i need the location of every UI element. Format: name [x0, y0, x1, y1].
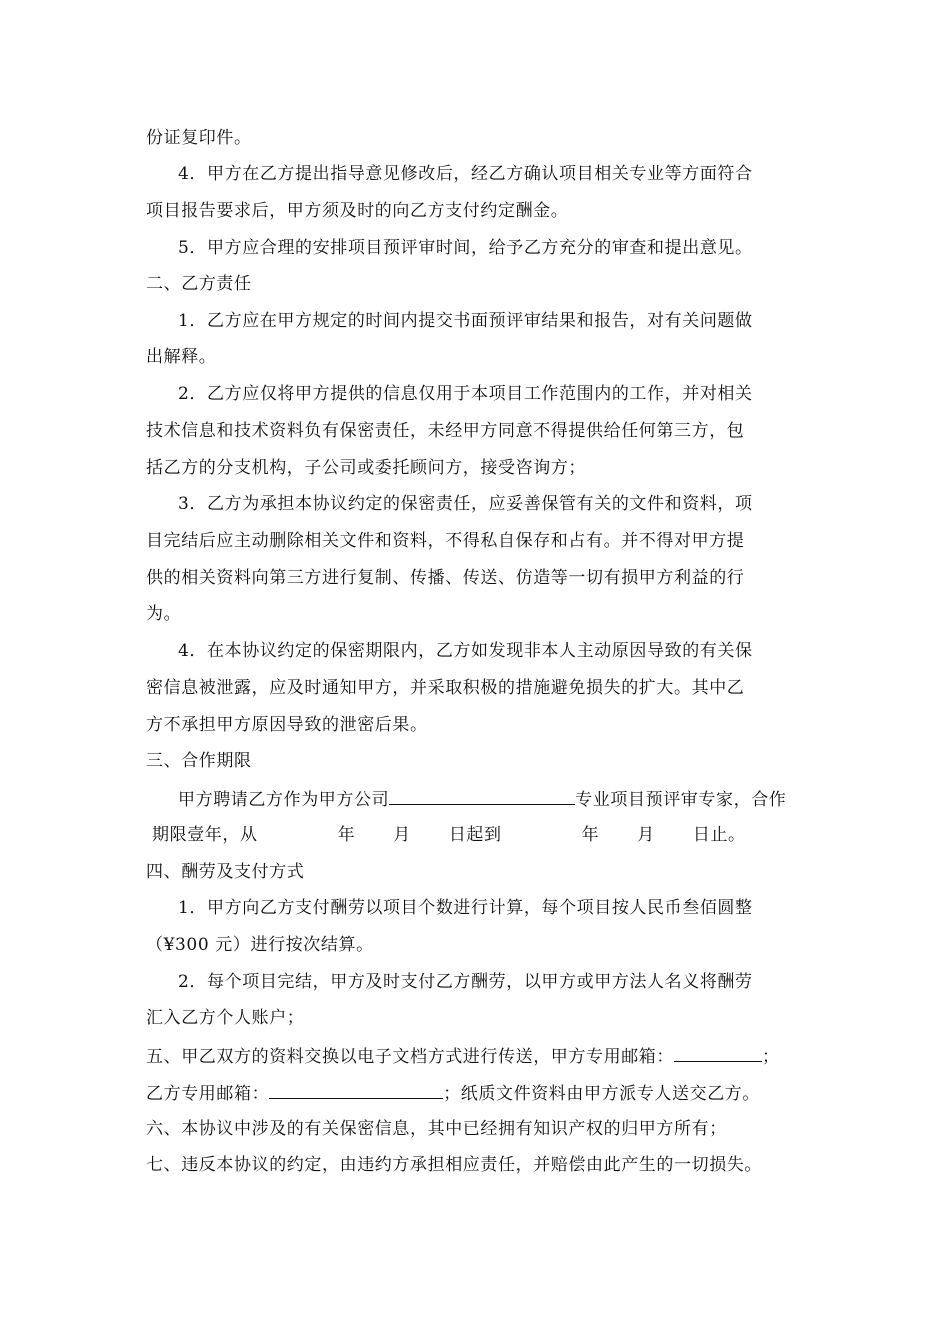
period-text-start: 甲方聘请乙方作为甲方公司: [178, 790, 390, 810]
text-line: 出解释。: [146, 347, 217, 367]
party-b-email-blank[interactable]: [269, 1080, 443, 1099]
end-day-label: 日止。: [692, 825, 746, 845]
party-a-email-blank[interactable]: [674, 1043, 762, 1062]
clause-seven: 七、违反本协议的约定，由违约方承担相应责任，并赔偿由此产生的一切损失。: [146, 1155, 762, 1175]
end-month-label: 月: [637, 825, 655, 845]
text-line: 1．乙方应在甲方规定的时间内提交书面预评审结果和报告，对有关问题做: [178, 311, 753, 331]
company-blank-field[interactable]: [389, 786, 575, 805]
text-line: 5．甲方应合理的安排项目预评审时间，给予乙方充分的审查和提出意见。: [178, 238, 753, 258]
section-heading: 四、酬劳及支付方式: [146, 862, 305, 882]
text-line: 2．乙方应仅将甲方提供的信息仅用于本项目工作范围内的工作，并对相关: [178, 384, 753, 404]
start-day-label: 日起到: [448, 825, 502, 845]
section-heading: 三、合作期限: [146, 751, 252, 771]
start-year-label: 年: [337, 825, 356, 845]
clause-six: 六、本协议中涉及的有关保密信息，其中已经拥有知识产权的归甲方所有；: [146, 1119, 727, 1139]
email-text-a-end: ；: [762, 1047, 780, 1067]
text-line: 份证复印件。: [146, 128, 252, 148]
text-line: 目完结后应主动删除相关文件和资料，不得私自保存和占有。并不得对甲方提: [146, 531, 745, 551]
period-text-end: 专业项目预评审专家，合作: [575, 790, 787, 810]
text-line: 项目报告要求后，甲方须及时的向乙方支付约定酬金。: [146, 201, 569, 221]
text-line: 密信息被泄露，应及时通知甲方，并采取积极的措施避免损失的扩大。其中乙: [146, 678, 745, 698]
text-line: 4．甲方在乙方提出指导意见修改后，经乙方确认项目相关专业等方面符合: [178, 164, 753, 184]
email-text-a: 五、甲乙双方的资料交换以电子文档方式进行传送，甲方专用邮箱：: [146, 1047, 674, 1067]
text-line: 1．甲方向乙方支付酬劳以项目个数进行计算，每个项目按人民币叁佰圆整: [178, 898, 753, 918]
text-line: 2．每个项目完结，甲方及时支付乙方酬劳，以甲方或甲方法人名义将酬劳: [178, 972, 753, 992]
email-text-b: 乙方专用邮箱：: [146, 1084, 270, 1104]
text-line: 括乙方的分支机构，子公司或委托顾问方，接受咨询方；: [146, 458, 586, 478]
start-month-label: 月: [393, 825, 411, 845]
period-start-label: 期限壹年，从: [152, 825, 258, 845]
text-line: 为。: [146, 604, 182, 624]
end-year-label: 年: [581, 825, 600, 845]
email-text-b-end: ；纸质文件资料由甲方派专人送交乙方。: [443, 1084, 761, 1104]
email-line: [146, 1080, 826, 1106]
text-line: 3．乙方为承担本协议约定的保密责任，应妥善保管有关的文件和资料，项: [178, 494, 753, 514]
text-line: 供的相关资料向第三方进行复制、传播、传送、仿造等一切有损甲方利益的行: [146, 568, 745, 588]
period-line: [178, 786, 826, 812]
text-line: 技术信息和技术资料负有保密责任，未经甲方同意不得提供给任何第三方，包: [146, 421, 745, 441]
section-heading: 二、乙方责任: [146, 274, 252, 294]
text-line: （¥300 元）进行按次结算。: [146, 935, 374, 955]
text-line: 4．在本协议约定的保密期限内，乙方如发现非本人主动原因导致的有关保: [178, 641, 753, 661]
email-line: [146, 1043, 826, 1069]
text-line: 汇入乙方个人账户；: [146, 1008, 305, 1028]
text-line: 方不承担甲方原因导致的泄密后果。: [146, 715, 428, 735]
period-dates-line: [152, 823, 832, 847]
